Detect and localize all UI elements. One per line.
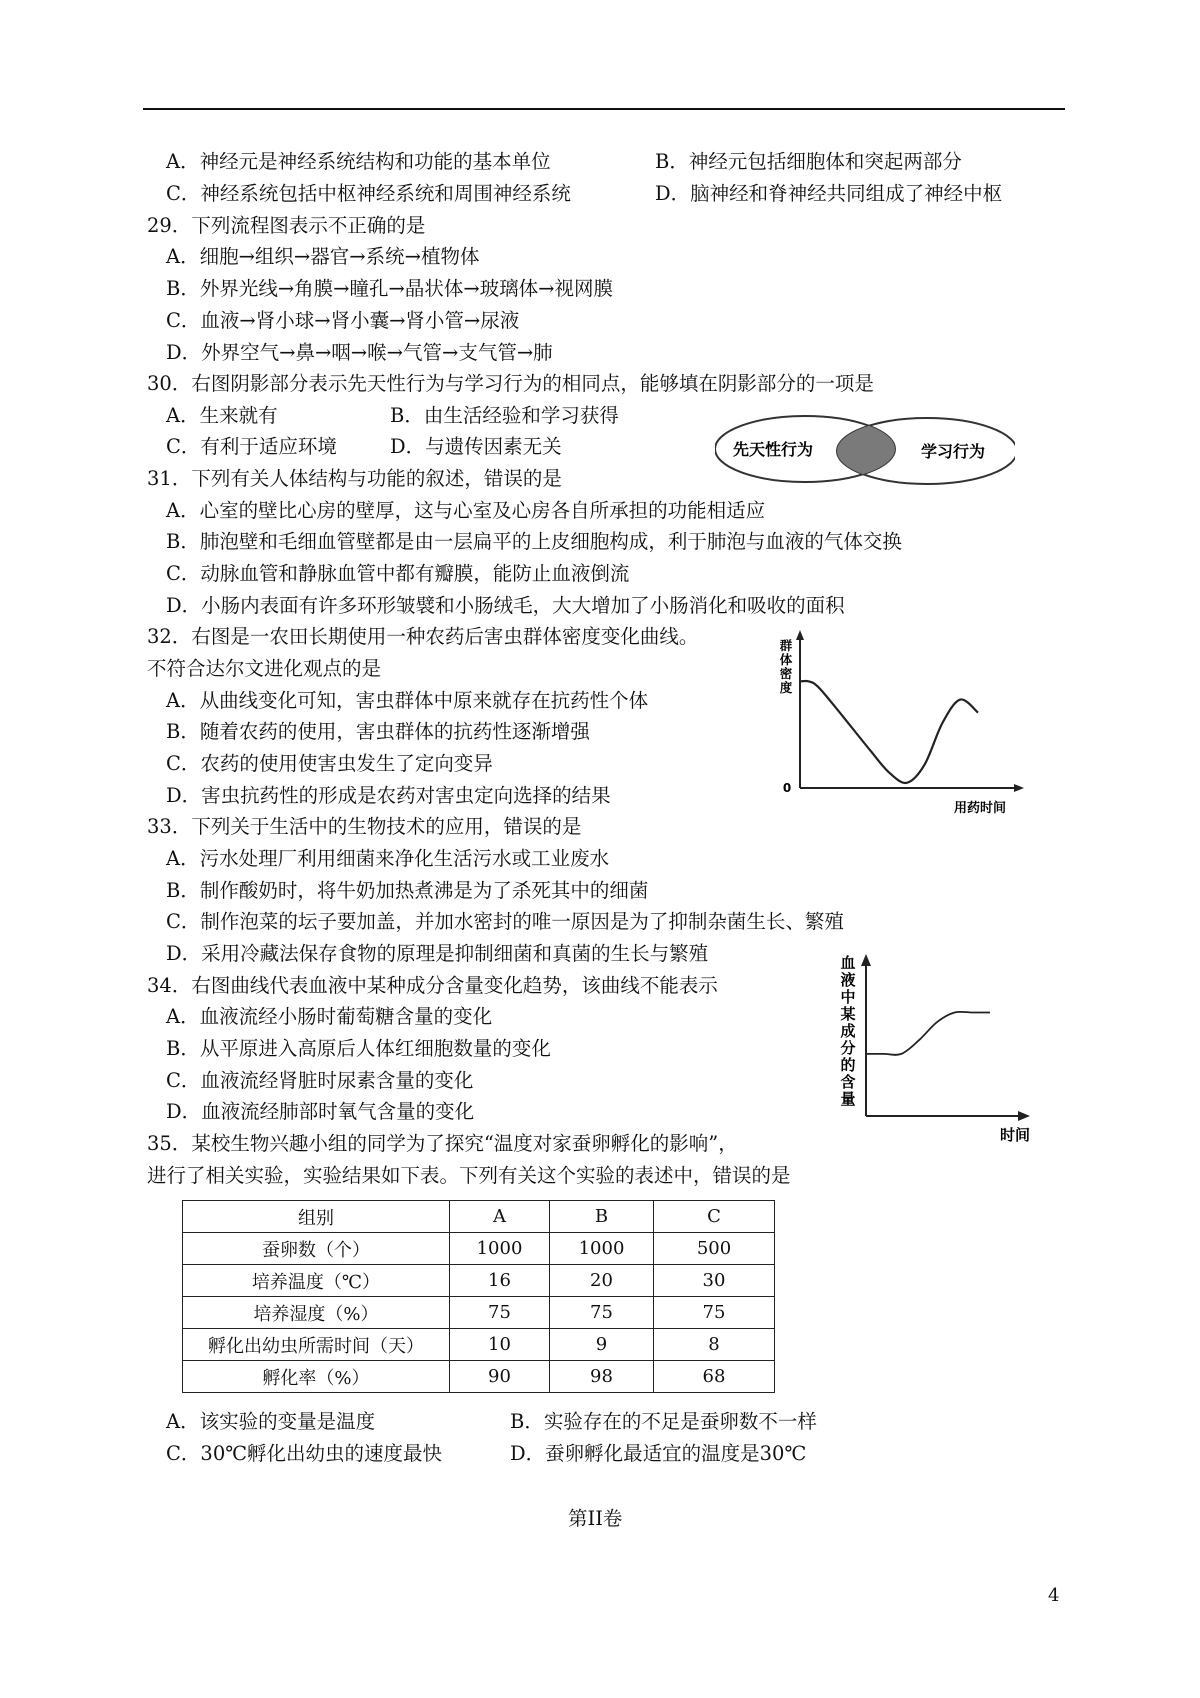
blood-component-y-arrow bbox=[861, 954, 871, 966]
pest-density-axes bbox=[796, 630, 1024, 792]
q33-stem: 33．下列关于生活中的生物技术的应用，错误的是 bbox=[147, 815, 582, 838]
q31-option-a: A．心室的壁比心房的壁厚，这与心室及心房各自所承担的功能相适应 bbox=[166, 499, 766, 522]
table-cell: 8 bbox=[654, 1329, 775, 1361]
table-cell: 培养湿度（%） bbox=[183, 1297, 450, 1329]
table-cell: 10 bbox=[450, 1329, 550, 1361]
table-header-cell: B bbox=[550, 1201, 654, 1233]
table-cell: 9 bbox=[550, 1329, 654, 1361]
q35-option-c: C．30℃孵化出幼虫的速度最快 bbox=[166, 1442, 443, 1465]
q29-option-b: B．外界光线→角膜→瞳孔→晶状体→玻璃体→视网膜 bbox=[166, 277, 614, 300]
header-rule bbox=[143, 108, 1065, 110]
q31-option-c: C．动脉血管和静脉血管中都有瓣膜，能防止血液倒流 bbox=[166, 562, 630, 585]
pest-density-y-arrow bbox=[796, 630, 804, 640]
table-cell: 75 bbox=[654, 1297, 775, 1329]
q32-option-d: D．害虫抗药性的形成是农药对害虫定向选择的结果 bbox=[166, 784, 611, 807]
blood-component-x-arrow bbox=[1018, 1111, 1030, 1121]
blood-component-ylabel: 血液中某成分的含量 bbox=[840, 954, 856, 1108]
q34-option-c: C．血液流经肾脏时尿素含量的变化 bbox=[166, 1069, 474, 1092]
q28-option-c: C．神经系统包括中枢神经系统和周围神经系统 bbox=[166, 182, 571, 205]
q34-option-a: A．血液流经小肠时葡萄糖含量的变化 bbox=[166, 1005, 493, 1028]
table-header-cell: A bbox=[450, 1201, 550, 1233]
table-row bbox=[183, 1297, 775, 1329]
q28-option-a: A．神经元是神经系统结构和功能的基本单位 bbox=[166, 150, 551, 173]
table-cell: 98 bbox=[550, 1361, 654, 1393]
section-title: 第II卷 bbox=[568, 1507, 623, 1530]
q32-option-b: B．随着农药的使用，害虫群体的抗药性逐渐增强 bbox=[166, 720, 590, 743]
table-cell: 500 bbox=[654, 1233, 775, 1265]
q30-option-b: B．由生活经验和学习获得 bbox=[390, 404, 619, 427]
table-cell: 16 bbox=[450, 1265, 550, 1297]
pest-density-x-arrow bbox=[1014, 784, 1024, 792]
table-header-cell: 组别 bbox=[183, 1201, 450, 1233]
q33-option-c: C．制作泡菜的坛子要加盖，并加水密封的唯一原因是为了抑制杂菌生长、繁殖 bbox=[166, 910, 844, 933]
q34-stem: 34．右图曲线代表血液中某种成分含量变化趋势，该曲线不能表示 bbox=[147, 974, 718, 997]
table-row bbox=[183, 1265, 775, 1297]
table-cell: 90 bbox=[450, 1361, 550, 1393]
venn-left-label: 先天性行为 bbox=[732, 440, 814, 459]
q28-option-d: D．脑神经和脊神经共同组成了神经中枢 bbox=[655, 182, 1003, 205]
table-row bbox=[183, 1233, 775, 1265]
q33-option-a: A．污水处理厂利用细菌来净化生活污水或工业废水 bbox=[166, 847, 610, 870]
blood-component-chart bbox=[830, 948, 1040, 1148]
q30-option-a: A．生来就有 bbox=[166, 404, 278, 427]
q35-option-b: B．实验存在的不足是蚕卵数不一样 bbox=[510, 1410, 817, 1433]
pest-density-ylabel bbox=[780, 638, 793, 695]
q35-option-d: D．蚕卵孵化最适宜的温度是30℃ bbox=[510, 1442, 807, 1465]
q33-option-b: B．制作酸奶时，将牛奶加热煮沸是为了杀死其中的细菌 bbox=[166, 879, 649, 902]
q30-option-c: C．有利于适应环境 bbox=[166, 435, 337, 458]
q31-stem: 31．下列有关人体结构与功能的叙述，错误的是 bbox=[147, 467, 562, 490]
table-cell: 75 bbox=[550, 1297, 654, 1329]
venn-right-label: 学习行为 bbox=[920, 442, 986, 461]
table-cell: 68 bbox=[654, 1361, 775, 1393]
q35-stem-2: 进行了相关实验，实验结果如下表。下列有关这个实验的表述中，错误的是 bbox=[147, 1164, 791, 1187]
table-cell: 蚕卵数（个） bbox=[183, 1233, 450, 1265]
table-header-row bbox=[183, 1201, 775, 1233]
q29-option-c: C．血液→肾小球→肾小囊→肾小管→尿液 bbox=[166, 309, 520, 332]
q34-option-b: B．从平原进入高原后人体红细胞数量的变化 bbox=[166, 1037, 551, 1060]
q32-option-a: A．从曲线变化可知，害虫群体中原来就存在抗药性个体 bbox=[166, 689, 649, 712]
q33-option-d: D．采用冷藏法保存食物的原理是抑制细菌和真菌的生长与繁殖 bbox=[166, 942, 709, 965]
q31-option-d: D．小肠内表面有许多环形皱襞和小肠绒毛，大大增加了小肠消化和吸收的面积 bbox=[166, 594, 845, 617]
q32-option-c: C．农药的使用使害虫发生了定向变异 bbox=[166, 752, 493, 775]
q29-stem: 29．下列流程图表示不正确的是 bbox=[147, 214, 426, 237]
q34-option-d: D．血液流经肺部时氧气含量的变化 bbox=[166, 1100, 475, 1123]
q29-option-a: A．细胞→组织→器官→系统→植物体 bbox=[166, 245, 480, 268]
blood-component-series-line bbox=[866, 1012, 990, 1055]
hatching-data-table bbox=[182, 1200, 775, 1393]
q35-option-a: A．该实验的变量是温度 bbox=[166, 1410, 376, 1433]
q30-option-d: D．与遗传因素无关 bbox=[390, 435, 562, 458]
q28-option-b: B．神经元包括细胞体和突起两部分 bbox=[655, 150, 962, 173]
table-cell: 1000 bbox=[550, 1233, 654, 1265]
table-cell: 75 bbox=[450, 1297, 550, 1329]
q35-stem-1: 35．某校生物兴趣小组的同学为了探究“温度对家蚕卵孵化的影响”， bbox=[147, 1132, 738, 1155]
table-cell: 培养温度（℃） bbox=[183, 1265, 450, 1297]
table-row bbox=[183, 1329, 775, 1361]
table-cell: 孵化出幼虫所需时间（天） bbox=[183, 1329, 450, 1361]
q32-stem-1: 32．右图是一农田长期使用一种农药后害虫群体密度变化曲线。 bbox=[147, 625, 699, 648]
pest-density-ylabel-text: 群体密度 bbox=[779, 638, 793, 695]
blood-component-xlabel: 时间 bbox=[999, 1126, 1031, 1144]
pest-density-xlabel: 用药时间 bbox=[953, 801, 1007, 816]
table-cell: 1000 bbox=[450, 1233, 550, 1265]
pest-density-chart bbox=[770, 628, 1035, 818]
table-cell: 30 bbox=[654, 1265, 775, 1297]
venn-diagram bbox=[715, 415, 1015, 495]
q30-stem: 30．右图阴影部分表示先天性行为与学习行为的相同点，能够填在阴影部分的一项是 bbox=[147, 372, 874, 395]
table-cell: 孵化率（%） bbox=[183, 1361, 450, 1393]
table-header-cell: C bbox=[654, 1201, 775, 1233]
page-number: 4 bbox=[1048, 1585, 1060, 1606]
pest-density-series-line bbox=[800, 681, 978, 783]
q29-option-d: D．外界空气→鼻→咽→喉→气管→支气管→肺 bbox=[166, 341, 553, 364]
q32-stem-2: 不符合达尔文进化观点的是 bbox=[147, 657, 382, 680]
table-cell: 20 bbox=[550, 1265, 654, 1297]
q31-option-b: B．肺泡壁和毛细血管壁都是由一层扁平的上皮细胞构成，利于肺泡与血液的气体交换 bbox=[166, 530, 902, 553]
table-row bbox=[183, 1361, 775, 1393]
pest-density-origin: 0 bbox=[782, 781, 792, 795]
